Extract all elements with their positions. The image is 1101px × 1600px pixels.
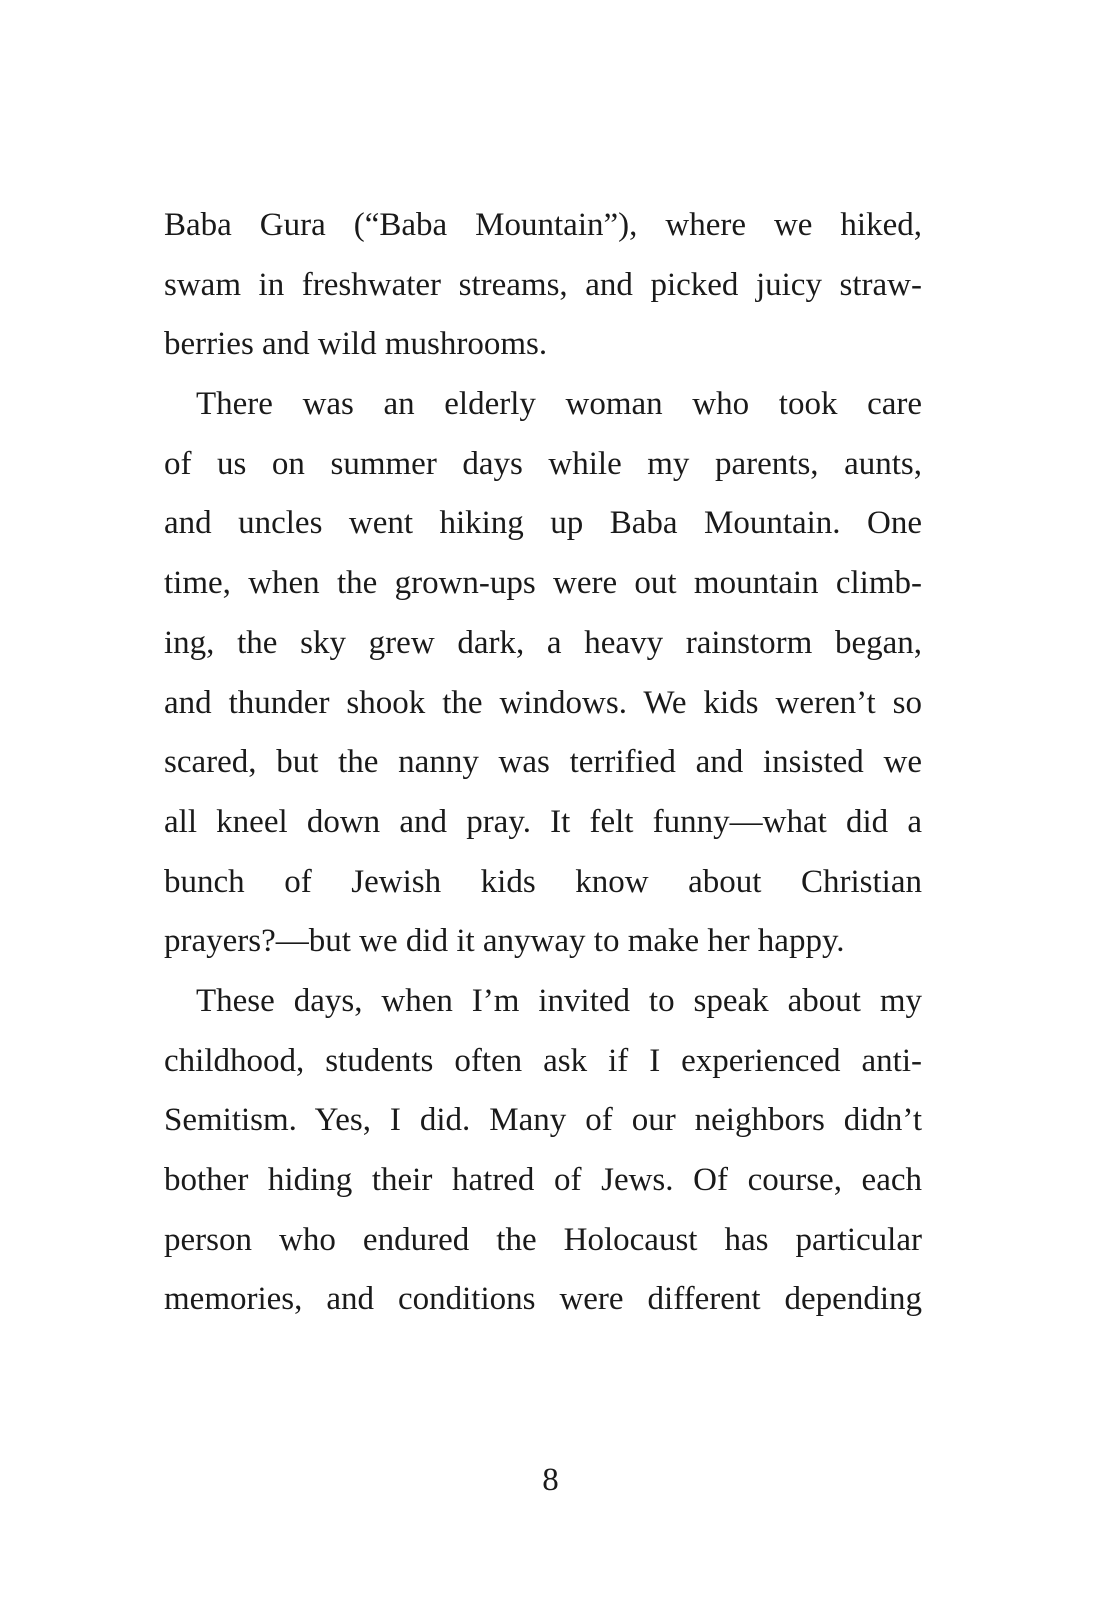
text-line: swam in freshwater streams, and picked juicy straw- [164, 266, 922, 303]
text-line: all kneel down and pray. It felt funny—what did a [164, 803, 922, 840]
paragraph [164, 972, 922, 1330]
text-line: and thunder shook the windows. We kids weren’t so [164, 684, 922, 721]
text-line: Semitism. Yes, I did. Many of our neighbors didn’t [164, 1102, 922, 1139]
text-line: bother hiding their hatred of Jews. Of course, each [164, 1162, 922, 1198]
text-line: prayers?—but we did it anyway to make her happy. [164, 923, 845, 960]
text-line: time, when the grown-ups were out mountain climb- [164, 565, 922, 602]
text-line: These days, when I’m invited to speak about my [196, 982, 922, 1019]
text-line: Baba Gura (“Baba Mountain”), where we hiked, [164, 207, 922, 243]
text-line: berries and wild mushrooms. [164, 326, 548, 363]
body-text [164, 196, 922, 1330]
text-line: person who endured the Holocaust has particular [164, 1221, 922, 1258]
text-line: childhood, students often ask if I experienced anti- [164, 1042, 922, 1079]
text-line: ing, the sky grew dark, a heavy rainstorm began, [164, 624, 922, 661]
text-line: and uncles went hiking up Baba Mountain. One [164, 505, 922, 542]
text-line: of us on summer days while my parents, aunts, [164, 445, 922, 482]
text-line: bunch of Jewish kids know about Christian [164, 863, 922, 900]
paragraph [164, 196, 922, 375]
page-number: 8 [542, 1462, 559, 1498]
paragraph [164, 375, 922, 972]
text-line: memories, and conditions were different depending [164, 1281, 922, 1318]
text-line: There was an elderly woman who took care [196, 386, 922, 423]
text-line: scared, but the nanny was terrified and insisted we [164, 744, 922, 781]
